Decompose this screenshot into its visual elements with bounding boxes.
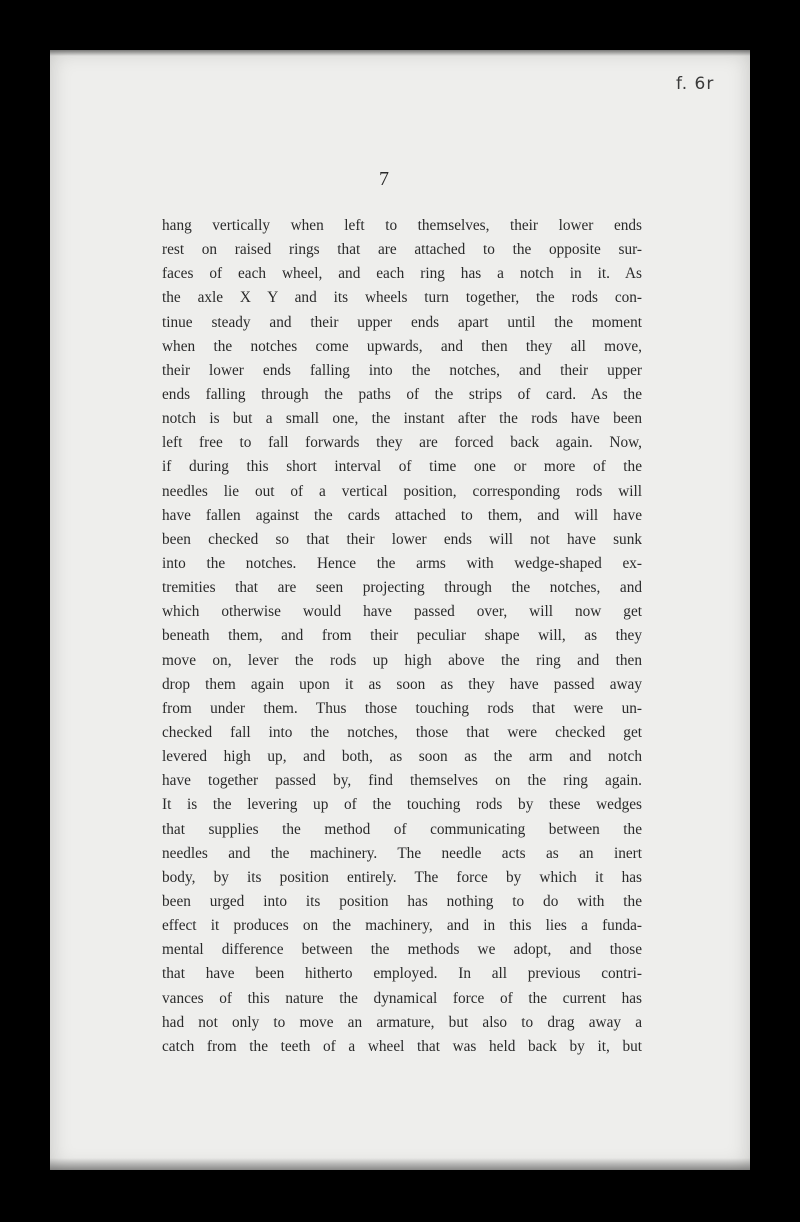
text-line: hang vertically when left to themselves, their lower ends	[162, 217, 642, 234]
text-line: rest on raised rings that are attached to the opposite sur-	[162, 241, 642, 259]
text-line: into the notches. Hence the arms with wedge-shaped ex-	[162, 554, 642, 572]
text-line: if during this short interval of time one or more of the	[162, 458, 642, 476]
text-line: effect it produces on the machinery, and in this lies a funda-	[162, 917, 642, 935]
text-line: needles and the machinery. The needle acts as an inert	[162, 844, 642, 862]
text-line: levered high up, and both, as soon as the arm and notch	[162, 748, 642, 766]
text-line: catch from the teeth of a wheel that was held back by it, but	[162, 1037, 642, 1055]
page-number: 7	[379, 168, 389, 190]
text-line: been urged into its position has nothing to do with the	[162, 892, 642, 910]
text-line: beneath them, and from their peculiar shape will, as they	[162, 627, 642, 645]
text-line: have together passed by, find themselves on the ring again.	[162, 772, 642, 790]
text-line: that supplies the method of communicating between the	[162, 820, 642, 838]
text-line: move on, lever the rods up high above the ring and then	[162, 651, 642, 669]
text-line: needles lie out of a vertical position, corresponding rods will	[162, 482, 642, 500]
text-line: which otherwise would have passed over, will now get	[162, 603, 642, 621]
text-line: vances of this nature the dynamical force of the current has	[162, 989, 642, 1007]
text-line: faces of each wheel, and each ring has a notch in it. As	[162, 265, 642, 283]
text-line: tremities that are seen projecting through the notches, and	[162, 579, 642, 597]
text-line: that have been hitherto employed. In all previous contri-	[162, 965, 642, 983]
text-line: mental difference between the methods we adopt, and those	[162, 941, 642, 959]
folio-mark: f. 6r	[676, 74, 715, 94]
text-line: notch is but a small one, the instant after the rods have been	[162, 410, 642, 428]
text-line: drop them again upon it as soon as they have passed away	[162, 675, 642, 693]
text-line: left free to fall forwards they are forced back again. Now,	[162, 434, 642, 452]
text-line: from under them. Thus those touching rods that were un-	[162, 699, 642, 717]
text-line: their lower ends falling into the notches, and their upper	[162, 361, 642, 379]
body-paragraph	[162, 214, 642, 1059]
text-line: ends falling through the paths of the strips of card. As the	[162, 385, 642, 403]
text-line: checked fall into the notches, those that were checked get	[162, 723, 642, 741]
text-line: It is the levering up of the touching rods by these wedges	[162, 796, 642, 814]
text-line: when the notches come upwards, and then they all move,	[162, 337, 642, 355]
text-line: tinue steady and their upper ends apart until the moment	[162, 313, 642, 331]
text-line: been checked so that their lower ends will not have sunk	[162, 530, 642, 548]
text-line: had not only to move an armature, but also to drag away a	[162, 1013, 642, 1031]
scanned-page	[50, 50, 750, 1170]
text-line: have fallen against the cards attached to them, and will have	[162, 506, 642, 524]
text-line: body, by its position entirely. The force by which it has	[162, 868, 642, 886]
text-line: the axle X Y and its wheels turn together, the rods con-	[162, 289, 642, 307]
